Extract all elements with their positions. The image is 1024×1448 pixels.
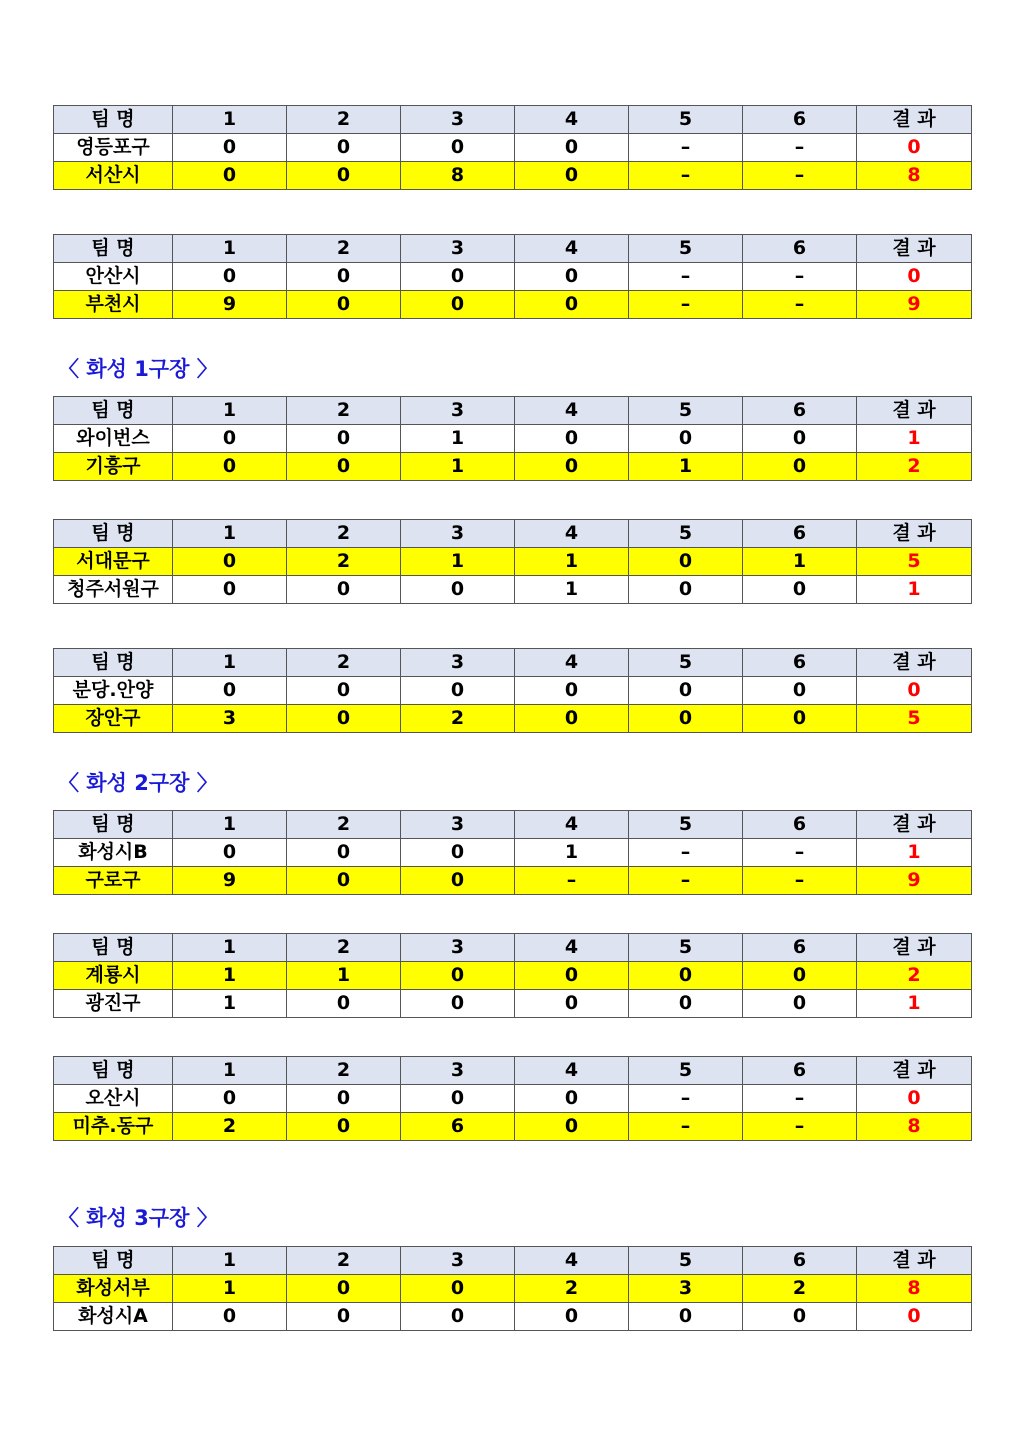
inning-score: – [629,291,743,319]
result-score: 1 [857,839,972,867]
team-name: 서대문구 [54,548,173,576]
inning-score: 0 [173,839,287,867]
inning-score: 9 [173,867,287,895]
header-inning-5: 5 [629,397,743,425]
header-inning-3: 3 [401,811,515,839]
inning-score: 3 [629,1275,743,1303]
table-header-row [54,934,972,962]
inning-score: 3 [173,705,287,733]
team-name: 계룡시 [54,962,173,990]
inning-score: 0 [743,1303,857,1331]
team-name: 구로구 [54,867,173,895]
inning-score: 0 [173,263,287,291]
header-team: 팀 명 [54,934,173,962]
winner-row [54,453,972,481]
inning-score: 0 [629,962,743,990]
inning-score: 1 [629,453,743,481]
score-table [53,1246,972,1331]
winner-row [54,162,972,190]
result-score: 2 [857,453,972,481]
score-table [53,810,972,895]
inning-score: 0 [629,677,743,705]
inning-score: 0 [173,576,287,604]
inning-score: 0 [629,990,743,1018]
inning-score: 0 [173,1085,287,1113]
inning-score: 0 [515,162,629,190]
inning-score: 0 [743,576,857,604]
venue-heading-2: 〈 화성 2구장 〉 [58,771,218,795]
inning-score: 2 [515,1275,629,1303]
inning-score: – [629,867,743,895]
game-table [53,105,971,190]
winner-row [54,291,972,319]
header-result: 결 과 [857,520,972,548]
inning-score: 0 [515,425,629,453]
inning-score: – [743,839,857,867]
inning-score: 0 [629,1303,743,1331]
inning-score: 0 [287,990,401,1018]
inning-score: 0 [401,867,515,895]
winner-row [54,548,972,576]
team-row [54,1303,972,1331]
inning-score: – [629,263,743,291]
inning-score: 0 [743,677,857,705]
header-inning-3: 3 [401,397,515,425]
team-row [54,134,972,162]
header-inning-6: 6 [743,934,857,962]
inning-score: 1 [173,962,287,990]
result-score: 0 [857,263,972,291]
inning-score: 0 [515,134,629,162]
header-team: 팀 명 [54,811,173,839]
result-score: 2 [857,962,972,990]
inning-score: 1 [515,839,629,867]
header-inning-3: 3 [401,1247,515,1275]
inning-score: 0 [743,990,857,1018]
header-inning-5: 5 [629,1057,743,1085]
inning-score: 0 [515,962,629,990]
team-name: 화성서부 [54,1275,173,1303]
result-score: 0 [857,677,972,705]
inning-score: 0 [401,990,515,1018]
result-score: 8 [857,162,972,190]
header-inning-5: 5 [629,1247,743,1275]
inning-score: 0 [401,263,515,291]
table-header-row [54,649,972,677]
inning-score: 2 [743,1275,857,1303]
score-table [53,933,972,1018]
inning-score: 0 [515,705,629,733]
team-name: 청주서원구 [54,576,173,604]
header-inning-1: 1 [173,397,287,425]
inning-score: 0 [401,291,515,319]
team-row [54,263,972,291]
header-inning-2: 2 [287,520,401,548]
header-inning-5: 5 [629,520,743,548]
team-row [54,839,972,867]
header-inning-4: 4 [515,235,629,263]
header-result: 결 과 [857,1057,972,1085]
inning-score: 0 [629,705,743,733]
inning-score: 0 [287,1303,401,1331]
result-score: 1 [857,990,972,1018]
inning-score: 0 [515,263,629,291]
inning-score: – [743,263,857,291]
game-table [53,1056,971,1141]
result-score: 0 [857,1085,972,1113]
header-inning-1: 1 [173,649,287,677]
inning-score: 0 [287,425,401,453]
game-table [53,933,971,1018]
header-inning-3: 3 [401,235,515,263]
header-inning-4: 4 [515,106,629,134]
result-score: 0 [857,1303,972,1331]
header-inning-2: 2 [287,811,401,839]
inning-score: 0 [743,425,857,453]
team-name: 서산시 [54,162,173,190]
header-inning-6: 6 [743,649,857,677]
venue-heading-1: 〈 화성 1구장 〉 [58,357,218,381]
team-name: 광진구 [54,990,173,1018]
game-table [53,234,971,319]
inning-score: 0 [173,134,287,162]
inning-score: – [515,867,629,895]
header-inning-1: 1 [173,235,287,263]
table-header-row [54,235,972,263]
header-inning-6: 6 [743,235,857,263]
inning-score: 0 [401,1275,515,1303]
inning-score: 0 [287,705,401,733]
result-score: 5 [857,548,972,576]
inning-score: 0 [173,162,287,190]
inning-score: 0 [629,425,743,453]
score-table [53,105,972,190]
inning-score: 0 [401,677,515,705]
inning-score: 0 [287,1275,401,1303]
inning-score: 0 [287,576,401,604]
game-table [53,810,971,895]
header-team: 팀 명 [54,1057,173,1085]
inning-score: 0 [401,839,515,867]
team-name: 분당.안양 [54,677,173,705]
inning-score: 0 [287,453,401,481]
result-score: 5 [857,705,972,733]
header-result: 결 과 [857,235,972,263]
inning-score: 0 [173,453,287,481]
inning-score: 0 [287,867,401,895]
inning-score: 1 [173,990,287,1018]
table-header-row [54,520,972,548]
table-header-row [54,1247,972,1275]
inning-score: – [629,1085,743,1113]
table-header-row [54,811,972,839]
header-inning-2: 2 [287,1247,401,1275]
header-inning-1: 1 [173,934,287,962]
result-score: 8 [857,1275,972,1303]
inning-score: – [743,1085,857,1113]
inning-score: 0 [515,1085,629,1113]
header-inning-1: 1 [173,520,287,548]
result-score: 9 [857,291,972,319]
header-inning-4: 4 [515,934,629,962]
header-inning-5: 5 [629,235,743,263]
score-table [53,519,972,604]
table-header-row [54,397,972,425]
winner-row [54,962,972,990]
header-inning-4: 4 [515,649,629,677]
inning-score: 0 [287,162,401,190]
game-table [53,648,971,733]
team-name: 화성시B [54,839,173,867]
header-result: 결 과 [857,106,972,134]
header-inning-6: 6 [743,397,857,425]
inning-score: 0 [401,1303,515,1331]
inning-score: – [743,291,857,319]
inning-score: 1 [743,548,857,576]
team-row [54,576,972,604]
header-inning-5: 5 [629,649,743,677]
inning-score: 0 [515,291,629,319]
inning-score: 1 [401,453,515,481]
inning-score: 0 [173,1303,287,1331]
inning-score: 2 [173,1113,287,1141]
inning-score: 8 [401,162,515,190]
team-name: 부천시 [54,291,173,319]
header-inning-2: 2 [287,934,401,962]
header-inning-2: 2 [287,106,401,134]
inning-score: 0 [743,453,857,481]
header-inning-3: 3 [401,649,515,677]
inning-score: 0 [401,134,515,162]
inning-score: 1 [401,425,515,453]
winner-row [54,867,972,895]
inning-score: 0 [515,677,629,705]
game-table [53,396,971,481]
game-table [53,1246,971,1331]
header-inning-5: 5 [629,106,743,134]
inning-score: 0 [287,677,401,705]
team-name: 안산시 [54,263,173,291]
header-inning-2: 2 [287,397,401,425]
inning-score: 0 [515,453,629,481]
inning-score: 2 [401,705,515,733]
header-inning-4: 4 [515,397,629,425]
result-score: 9 [857,867,972,895]
header-team: 팀 명 [54,397,173,425]
header-team: 팀 명 [54,649,173,677]
inning-score: 0 [515,1303,629,1331]
header-inning-3: 3 [401,934,515,962]
result-score: 0 [857,134,972,162]
game-table [53,519,971,604]
winner-row [54,1275,972,1303]
inning-score: 0 [287,291,401,319]
inning-score: 1 [515,548,629,576]
header-inning-2: 2 [287,649,401,677]
inning-score: 1 [401,548,515,576]
team-name: 기흥구 [54,453,173,481]
inning-score: – [629,839,743,867]
header-inning-2: 2 [287,235,401,263]
result-score: 1 [857,576,972,604]
team-name: 미추.동구 [54,1113,173,1141]
inning-score: 0 [287,1085,401,1113]
table-header-row [54,1057,972,1085]
header-inning-4: 4 [515,811,629,839]
inning-score: 0 [173,425,287,453]
score-table [53,396,972,481]
inning-score: 2 [287,548,401,576]
inning-score: – [629,162,743,190]
result-score: 1 [857,425,972,453]
team-name: 장안구 [54,705,173,733]
header-result: 결 과 [857,649,972,677]
header-inning-3: 3 [401,1057,515,1085]
header-inning-4: 4 [515,520,629,548]
inning-score: 6 [401,1113,515,1141]
inning-score: 0 [743,705,857,733]
header-team: 팀 명 [54,1247,173,1275]
inning-score: – [743,134,857,162]
winner-row [54,705,972,733]
team-name: 오산시 [54,1085,173,1113]
header-result: 결 과 [857,811,972,839]
inning-score: – [743,1113,857,1141]
score-table [53,234,972,319]
inning-score: – [629,134,743,162]
result-score: 8 [857,1113,972,1141]
header-team: 팀 명 [54,235,173,263]
header-inning-1: 1 [173,106,287,134]
header-result: 결 과 [857,934,972,962]
header-inning-1: 1 [173,1247,287,1275]
inning-score: 0 [401,1085,515,1113]
header-result: 결 과 [857,397,972,425]
team-row [54,677,972,705]
header-inning-3: 3 [401,520,515,548]
header-result: 결 과 [857,1247,972,1275]
inning-score: 1 [515,576,629,604]
team-row [54,425,972,453]
header-inning-6: 6 [743,1057,857,1085]
score-table [53,648,972,733]
header-inning-6: 6 [743,811,857,839]
header-inning-6: 6 [743,520,857,548]
inning-score: 0 [287,134,401,162]
header-inning-1: 1 [173,811,287,839]
team-name: 영등포구 [54,134,173,162]
header-team: 팀 명 [54,520,173,548]
inning-score: 0 [401,962,515,990]
inning-score: 1 [287,962,401,990]
inning-score: 0 [743,962,857,990]
inning-score: 1 [173,1275,287,1303]
header-inning-6: 6 [743,106,857,134]
header-inning-4: 4 [515,1057,629,1085]
inning-score: – [629,1113,743,1141]
header-inning-1: 1 [173,1057,287,1085]
header-team: 팀 명 [54,106,173,134]
team-row [54,1085,972,1113]
header-inning-3: 3 [401,106,515,134]
inning-score: 0 [629,548,743,576]
inning-score: 0 [287,839,401,867]
inning-score: 0 [173,548,287,576]
header-inning-6: 6 [743,1247,857,1275]
venue-heading-3: 〈 화성 3구장 〉 [58,1206,218,1230]
inning-score: 0 [515,1113,629,1141]
team-row [54,990,972,1018]
inning-score: 0 [515,990,629,1018]
team-name: 화성시A [54,1303,173,1331]
team-name: 와이번스 [54,425,173,453]
inning-score: 0 [287,1113,401,1141]
winner-row [54,1113,972,1141]
header-inning-4: 4 [515,1247,629,1275]
inning-score: – [743,162,857,190]
inning-score: – [743,867,857,895]
inning-score: 9 [173,291,287,319]
header-inning-5: 5 [629,811,743,839]
inning-score: 0 [401,576,515,604]
inning-score: 0 [629,576,743,604]
table-header-row [54,106,972,134]
inning-score: 0 [173,677,287,705]
inning-score: 0 [287,263,401,291]
score-table [53,1056,972,1141]
header-inning-5: 5 [629,934,743,962]
header-inning-2: 2 [287,1057,401,1085]
